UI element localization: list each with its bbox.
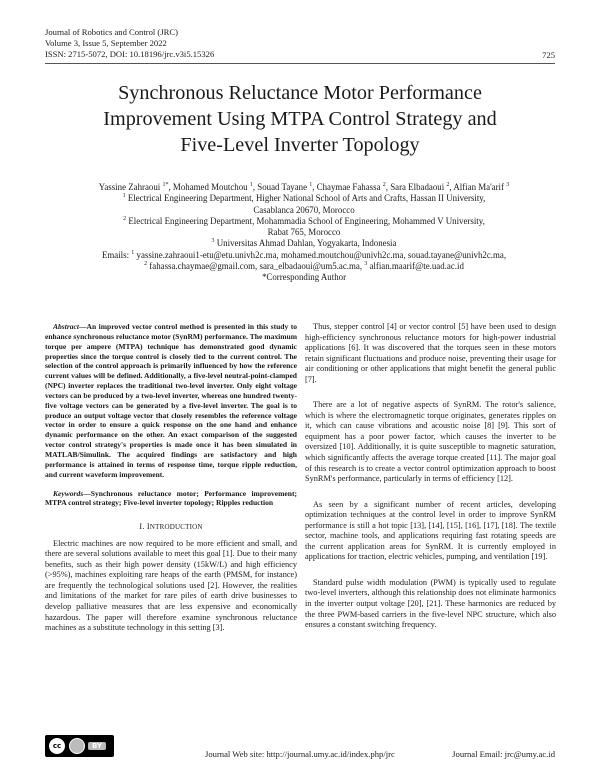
right-column xyxy=(305,322,556,631)
section-heading xyxy=(45,522,297,533)
author-sup: 3 xyxy=(506,182,510,189)
author-name: Chaymae Fahassa xyxy=(316,182,381,192)
volume-issue: Volume 3, Issue 5, September 2022 xyxy=(45,38,167,49)
running-header xyxy=(45,27,214,61)
email-text[interactable]: yassine.zahraoui1-etu@etu.univh2c.ma, mohamed.moutchou@univh2c.ma, souad.tayane@univh2c.ma, xyxy=(136,249,507,260)
author-sup: 1 xyxy=(309,182,313,189)
abstract-text: —An improved vector control method is presented in this study to enhance synchronous reluctance motor (SynRM) performance. The maximum torque per ampere (MTPA) technique has demonstrated good dynamic properties since the torque control is closely tied to the current control. The selection of the control approach is primarily influenced by how the reference current values will be defined. Additionally, a five-level neutral-point-clamped (NPC) inverter replaces the traditional two-level inverter. Only eight voltage vectors can be produced by a two-level inverter, whereas one hundred twenty-five voltage vectors can be generated by a five-level inverter. The goal is to produce an output voltage vector that closely resembles the reference voltage vector in order to ensure a quick response on the one hand and enhance dynamic performance on the other. An exact comparison of the suggested vector control strategy's properties is made once it has been simulated in MATLAB/Simulink. The acquired findings are satisfactory and high performance is attained in terms of response time, torque ripple reduction, and current waveform improvement. xyxy=(45,322,297,479)
paragraph-gap xyxy=(305,385,556,400)
author-sup: 1 xyxy=(249,182,253,189)
author-name: Alfian Ma'arif xyxy=(453,182,504,192)
header-rule xyxy=(45,63,555,64)
affiliation-text: Universitas Ahmad Dahlan, Yogyakarta, Indonesia xyxy=(216,238,397,249)
journal-email[interactable]: Journal Email: jrc@umy.ac.id xyxy=(452,749,555,759)
affiliation-sup: 3 xyxy=(211,238,215,245)
paragraph-gap xyxy=(305,563,556,578)
journal-website[interactable]: Journal Web site: http://journal.umy.ac.id/index.php/jrc xyxy=(205,749,395,759)
author-sup: 2 xyxy=(382,182,386,189)
paragraph-gap xyxy=(305,485,556,500)
author-sup: 2 xyxy=(446,182,450,189)
abstract-label: Abstract xyxy=(53,322,79,331)
cc-icon: cc xyxy=(48,737,66,755)
page-number: 725 xyxy=(542,50,555,60)
email-sup: 1 xyxy=(131,249,135,256)
paragraph: There are a lot of negative aspects of SynRM. The rotor's salience, which is where the electromagnetic torque originates, generates ripples on it, which can cause vibrations and acoustic noise [8] [9]. This sort of equipment has a poor power factor, which causes the inverter to be oversized [10]. Additionally, it is quite susceptible to magnetic saturation, which significantly affects the average torque created [11]. The major goal of this research is to create a vector control optimization approach to boost SynRM's performance, particularly in terms of efficiency [12]. xyxy=(305,400,556,484)
affiliation xyxy=(48,193,560,204)
section-numeral: I. xyxy=(139,522,145,532)
person-icon xyxy=(69,738,85,754)
author-name: Sara Elbadaoui xyxy=(390,182,445,192)
cc-by-label: BY xyxy=(88,742,106,750)
affiliation-text: Electrical Engineering Department, Mohammadia School of Engineering, Mohammed V University, xyxy=(128,215,485,226)
cc-license-badge[interactable] xyxy=(45,735,114,757)
author-name: Mohamed Moutchou xyxy=(172,182,248,192)
issn-doi: ISSN: 2715-5072, DOI: 10.18196/jrc.v3i5.15326 xyxy=(45,49,215,60)
affiliation-sup: 1 xyxy=(122,193,126,200)
email-sup: 3 xyxy=(364,261,368,268)
email-text[interactable]: fahassa.chaymae@gmail.com, sara_elbadaoui@um5.ac.ma, xyxy=(149,261,363,272)
title-line: Improvement Using MTPA Control Strategy and xyxy=(103,108,497,130)
author-block xyxy=(48,182,560,284)
paper-title xyxy=(45,80,555,158)
paragraph: Thus, stepper control [4] or vector control [5] have been used to design high-efficiency synchronous reluctance motors for high-power industrial applications [6]. It was discovered that the torques seen in these motors retain significant fluctuations and produce noise, preventing their usage for air conditioning or other applications that might benefit the general public [7]. xyxy=(305,322,556,384)
affiliation xyxy=(48,238,560,249)
title-line: Five-Level Inverter Topology xyxy=(180,134,420,156)
journal-name: Journal of Robotics and Control (JRC) xyxy=(45,27,178,37)
title-line: Synchronous Reluctance Motor Performance xyxy=(118,82,482,104)
affiliation-cont: Casablanca 20670, Morocco xyxy=(253,204,355,215)
emails-label: Emails: xyxy=(101,249,130,260)
keywords xyxy=(45,489,297,509)
affiliation-sup: 2 xyxy=(123,215,127,222)
keywords-text: —Synchronous reluctance motor; Performance improvement; MTPA control strategy; Five-level inverter topology; Ripples reduction xyxy=(45,488,297,508)
corresponding-author: *Corresponding Author xyxy=(261,272,347,283)
author-list: Yassine Zahraoui $^{1*}$, Mohamed Moutchou $^1$, Souad Tayane $^1$, Chaymae Fahassa $^2$, Sara Elbadaoui $^2$, Alfian Ma'arif $^3$ xyxy=(98,182,510,192)
author-sup: 1* xyxy=(162,182,169,189)
email-line xyxy=(48,250,560,261)
section-title: NTRODUCTION xyxy=(149,523,203,532)
paragraph: Standard pulse width modulation (PWM) is typically used to regulate two-level inverters, although this relationship does not eliminate harmonics in the inverter output voltage [20], [21]. These harmonics are reduced by the three PWM-based carriers in the five-level NPC structure, which also ensures a constant switching frequency. xyxy=(305,577,556,630)
author-name: Souad Tayane xyxy=(257,182,308,192)
left-column xyxy=(45,322,297,634)
section-initial: I xyxy=(146,522,150,532)
affiliation xyxy=(48,216,560,227)
affiliation-cont: Rabat 765, Morocco xyxy=(267,227,341,238)
abstract xyxy=(45,322,297,480)
paragraph: As seen by a significant number of recent articles, developing optimization techniques at the control level in order to improve SynRM performance is still a hot topic [13], [14], [15], [16], [17], [18]. The textile sector, machine tools, and applications requiring fast rotating speeds are the current application areas for SynRM. It is currently employed in applications for traction, electric vehicles, pumping, and ventilation [19]. xyxy=(305,499,556,562)
email-line xyxy=(48,261,560,272)
paragraph: Electric machines are now required to be more efficient and small, and there are several solutions available to meet this goal [1]. Due to their many benefits, such as their high power density (15kW/L) and high efficiency (>95%), machines exploiting rare heaps of the earth (PMSM, for instance) are frequently the technological solutions used [2]. However, the realities and limitations of the market for rare piles of earth drive businesses to develop palliative measures that are less expensive and economically hazardous. The paper will therefore examine synchronous reluctance machines as a substitute technology in this setting [3]. xyxy=(45,538,297,633)
email-text[interactable]: alfian.maarif@te.uad.ac.id xyxy=(369,261,464,272)
affiliation-text: Electrical Engineering Department, Higher National School of Arts and Crafts, Hassan II University, xyxy=(127,193,486,204)
author-name: Yassine Zahraoui xyxy=(98,182,161,192)
keywords-label: Keywords xyxy=(53,488,84,498)
email-sup: 2 xyxy=(144,261,148,268)
